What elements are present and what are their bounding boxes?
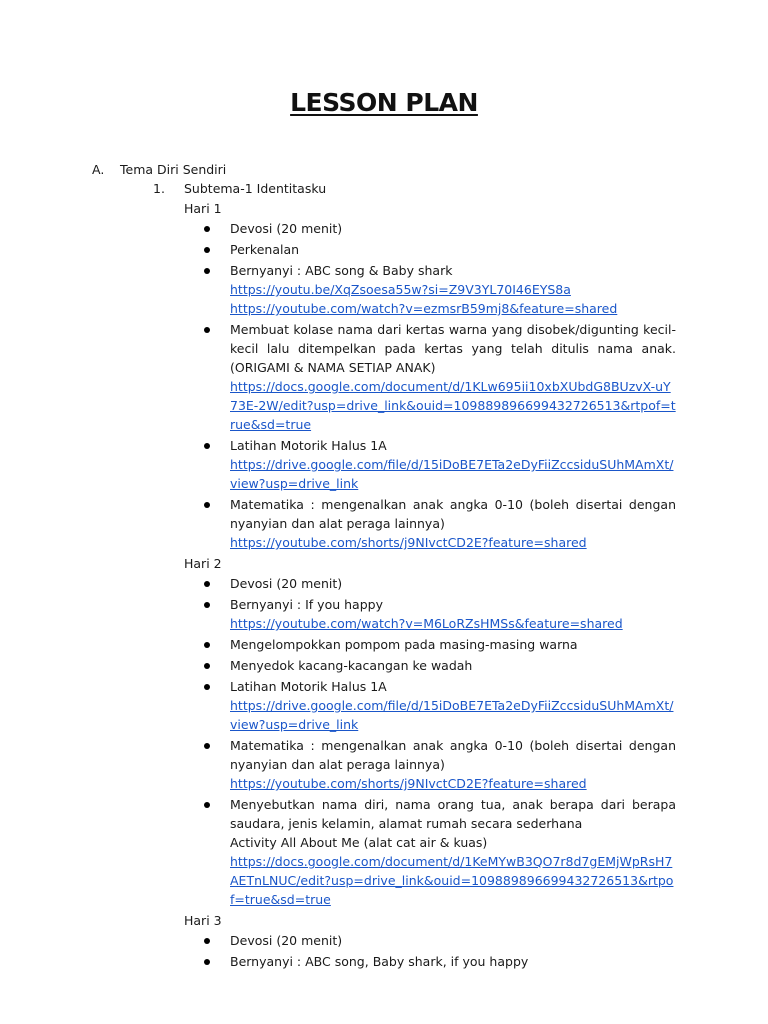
list-item <box>230 495 676 552</box>
bullet-icon <box>204 226 210 232</box>
bullet-icon <box>204 959 210 965</box>
list-item <box>230 677 676 734</box>
section-label: Tema Diri Sendiri <box>120 162 227 177</box>
resource-link[interactable]: https://youtube.com/shorts/j9NIvctCD2E?feature=shared <box>230 776 587 791</box>
activity-note: Activity All About Me (alat cat air & kuas) <box>230 835 488 850</box>
list-item <box>230 436 676 493</box>
list-item <box>230 595 676 633</box>
bullet-icon <box>204 684 210 690</box>
activity-text: Menyedok kacang-kacangan ke wadah <box>230 658 473 673</box>
list-item <box>230 240 676 259</box>
bullet-icon <box>204 642 210 648</box>
subtheme-heading <box>153 179 326 198</box>
bullet-icon <box>204 502 210 508</box>
bullet-icon <box>204 327 210 333</box>
subtheme-marker: 1. <box>153 181 165 196</box>
lesson-content <box>184 199 676 973</box>
resource-link[interactable]: https://youtube.com/watch?v=ezmsrB59mj8&feature=shared <box>230 301 618 316</box>
bullet-icon <box>204 743 210 749</box>
list-item <box>230 795 676 909</box>
bullet-icon <box>204 247 210 253</box>
bullet-icon <box>204 443 210 449</box>
resource-link[interactable]: https://youtu.be/XqZsoesa55w?si=Z9V3YL70I46EYS8a <box>230 282 571 297</box>
activity-text: Mengelompokkan pompom pada masing-masing warna <box>230 637 578 652</box>
day-heading: Hari 3 <box>184 913 222 928</box>
list-item <box>230 574 676 593</box>
resource-link[interactable]: https://docs.google.com/document/d/1KeMYwB3QO7r8d7gEMjWpRsH7AETnLNUC/edit?usp=drive_link&ouid=109889896699432726513&rtpof=true&sd=true <box>230 854 674 907</box>
resource-link[interactable]: https://docs.google.com/document/d/1KLw695ii10xbXUbdG8BUzvX-uY73E-2W/edit?usp=drive_link&ouid=109889896699432726513&rtpof=true&sd=true <box>230 379 676 432</box>
activity-text: Devosi (20 menit) <box>230 933 343 948</box>
bullet-icon <box>204 663 210 669</box>
resource-link[interactable]: https://youtube.com/shorts/j9NIvctCD2E?feature=shared <box>230 535 587 550</box>
activity-text: Bernyanyi : ABC song, Baby shark, if you happy <box>230 954 529 969</box>
list-item <box>230 656 676 675</box>
list-item <box>230 736 676 793</box>
activity-text: Bernyanyi : If you happy <box>230 597 383 612</box>
list-item <box>230 261 676 318</box>
activity-text: Membuat kolase nama dari kertas warna yang disobek/digunting kecil-kecil lalu ditempelkan pada kertas yang telah ditulis nama anak. (ORIGAMI & NAMA SETIAP ANAK) <box>230 322 676 375</box>
activity-text: Perkenalan <box>230 242 300 257</box>
activity-text: Bernyanyi : ABC song & Baby shark <box>230 263 453 278</box>
resource-link[interactable]: https://drive.google.com/file/d/15iDoBE7ETa2eDyFiiZccsiduSUhMAmXt/view?usp=drive_link <box>230 698 674 732</box>
activity-text: Matematika : mengenalkan anak angka 0-10 (boleh disertai dengan nyanyian dan alat peraga lainnya) <box>230 738 676 772</box>
activity-text: Devosi (20 menit) <box>230 221 343 236</box>
day-heading: Hari 1 <box>184 201 222 216</box>
list-item <box>230 952 676 971</box>
bullet-icon <box>204 938 210 944</box>
activity-list <box>184 574 676 909</box>
section-marker: A. <box>92 162 105 177</box>
bullet-icon <box>204 802 210 808</box>
activity-text: Matematika : mengenalkan anak angka 0-10 (boleh disertai dengan nyanyian dan alat peraga lainnya) <box>230 497 676 531</box>
bullet-icon <box>204 602 210 608</box>
day-heading: Hari 2 <box>184 556 222 571</box>
activity-text: Menyebutkan nama diri, nama orang tua, anak berapa dari berapa saudara, jenis kelamin, alamat rumah secara sederhana <box>230 797 676 831</box>
activity-text: Latihan Motorik Halus 1A <box>230 679 387 694</box>
section-heading <box>92 160 226 179</box>
list-item <box>230 931 676 950</box>
activity-text: Devosi (20 menit) <box>230 576 343 591</box>
list-item <box>230 320 676 434</box>
subtheme-label: Subtema-1 Identitasku <box>184 181 327 196</box>
bullet-icon <box>204 268 210 274</box>
activity-list <box>184 931 676 971</box>
list-item <box>230 219 676 238</box>
activity-list <box>184 219 676 552</box>
resource-link[interactable]: https://youtube.com/watch?v=M6LoRZsHMSs&feature=shared <box>230 616 623 631</box>
resource-link[interactable]: https://drive.google.com/file/d/15iDoBE7ETa2eDyFiiZccsiduSUhMAmXt/view?usp=drive_link <box>230 457 674 491</box>
activity-text: Latihan Motorik Halus 1A <box>230 438 387 453</box>
list-item <box>230 635 676 654</box>
bullet-icon <box>204 581 210 587</box>
page-title: LESSON PLAN <box>290 88 478 117</box>
